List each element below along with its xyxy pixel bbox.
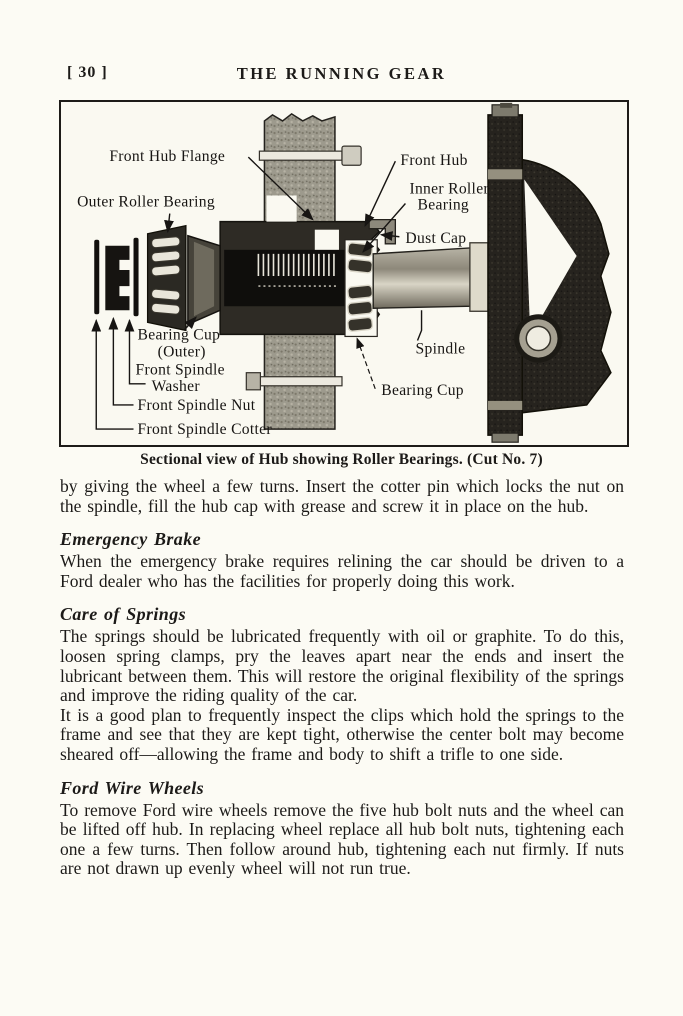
paragraph-spring-clips: It is a good plan to frequently inspect the clips which hold the springs to the frame and see that they are kept tight, otherwise the center bolt may become sheared off—allowing the frame and body to shift a trifle to one side. [60,704,624,764]
label-front-hub-flange: Front Hub Flange [109,148,226,166]
label-front-hub: Front Hub [400,152,468,170]
heading-emergency-brake: Emergency Brake [60,529,201,550]
outer-roller-bearing-shape [148,226,186,331]
paragraph-wire-wheels: To remove Ford wire wheels remove the five hub bolt nuts and the wheel can be lifted off hub. In replacing wheel replace all hub bolt nuts, tightening each one a few turns. Then follow around hub, tightening each nut firmly. If nuts are not drawn up evenly wheel will not run true. [60,799,624,879]
label-front-spindle-cotter: Front Spindle Cotter [137,421,272,439]
label-bearing-cup: Bearing Cup [381,381,464,399]
front-spindle-washer-shape [134,238,139,317]
front-spindle-cotter-shape [94,240,99,315]
threaded-shaft-shape [224,250,357,306]
steering-knuckle-shape [488,103,611,442]
paragraph-hub-cap: by giving the wheel a few turns. Insert the cotter pin which locks the nut on the spindle, fill the hub cap with grease and screw it in place on the hub. [60,476,624,516]
page-number: [ 30 ] [67,64,108,81]
heading-ford-wire-wheels: Ford Wire Wheels [60,777,205,798]
front-spindle-nut-shape [105,246,129,310]
paragraph-emergency-brake: When the emergency brake requires relining the car should be driven to a Ford dealer who has the facilities for properly doing this work. [60,551,624,591]
label-inner-roller-bearing-line1: Inner Roller [409,180,489,198]
heading-care-of-springs: Care of Springs [60,604,187,625]
label-spindle: Spindle [415,340,466,358]
label-bearing-cup-outer-line2: (Outer) [157,343,206,361]
label-front-spindle-nut: Front Spindle Nut [137,396,256,414]
label-front-spindle-washer-line1: Front Spindle [135,361,225,379]
page-title: THE RUNNING GEAR [236,64,447,83]
body-text [60,477,624,879]
hub-diagram-figure [59,100,629,447]
label-dust-cap: Dust Cap [405,229,467,247]
paragraph-springs-lubrication: The springs should be lubricated frequently with oil or graphite. To do this, loosen spring clamps, pry the leaves apart near the ends and insert the lubricant between them. This will restore the original flexibility of the springs and improve the riding quality of the car. [60,626,624,706]
label-outer-roller-bearing: Outer Roller Bearing [77,193,215,211]
label-inner-roller-bearing-line2: Bearing [417,196,470,214]
label-front-spindle-washer-line2: Washer [151,377,200,395]
hub-diagram [61,102,627,445]
label-bearing-cup-outer-line1: Bearing Cup [137,326,221,344]
figure-caption: Sectional view of Hub showing Roller Bearings. (Cut No. 7) [140,451,543,468]
spindle-fasteners-shape [94,226,186,331]
spindle-shape [373,243,488,311]
